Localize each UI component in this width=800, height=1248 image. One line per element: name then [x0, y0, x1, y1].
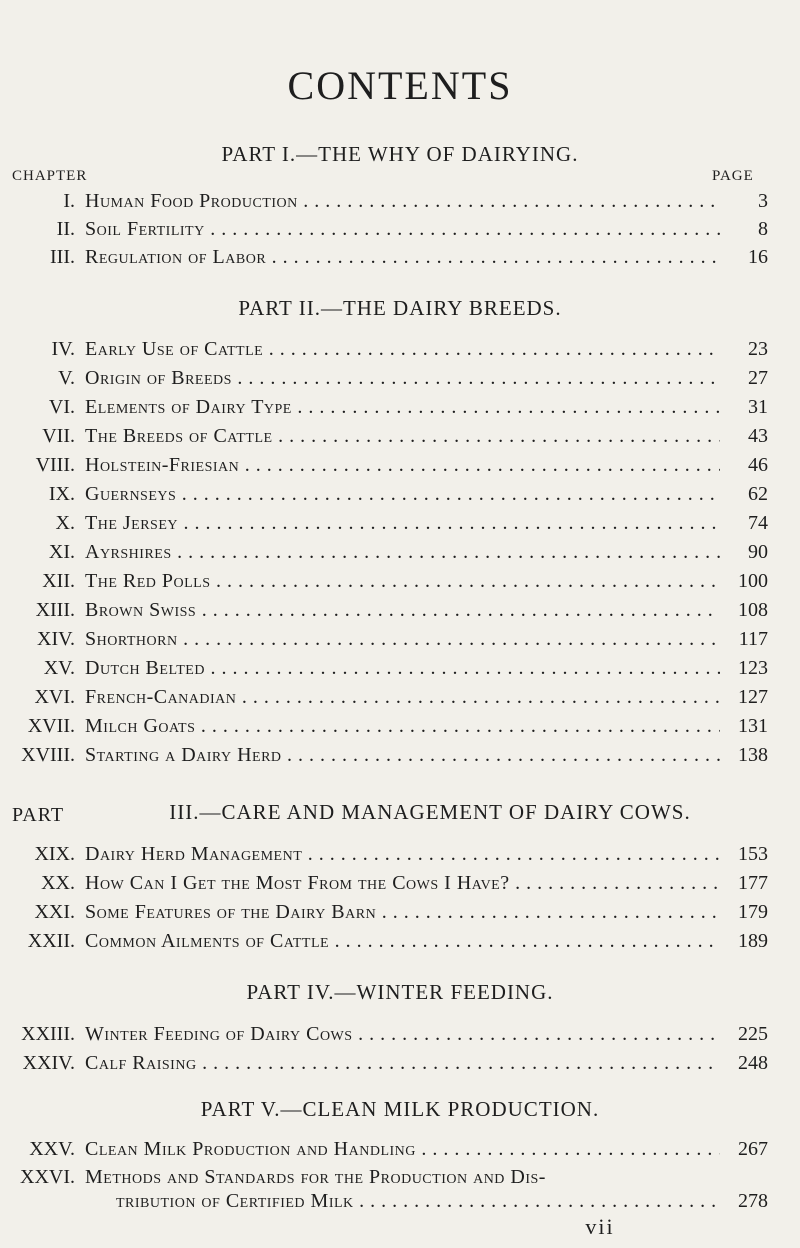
- page-number: 153: [738, 843, 768, 865]
- toc-entry[interactable]: [0, 901, 800, 925]
- toc-entry[interactable]: [0, 367, 800, 391]
- folio-page-number: vii: [585, 1214, 615, 1239]
- chapter-number: III.: [50, 246, 75, 268]
- toc-entry[interactable]: [0, 570, 800, 594]
- chapter-title: Calf Raising . . .: [85, 1052, 720, 1075]
- page-number: 127: [738, 686, 768, 708]
- chapter-title: Some Features of the Dairy Barn . . .: [85, 901, 720, 924]
- page-number: 31: [748, 396, 768, 418]
- chapter-number: XVI.: [34, 686, 75, 708]
- chapter-number: I.: [63, 190, 75, 212]
- chapter-number: IV.: [51, 338, 75, 360]
- toc-entry[interactable]: [0, 843, 800, 867]
- chapter-title: Dairy Herd Management . . .: [85, 843, 720, 866]
- page-number: 74: [748, 512, 768, 534]
- chapter-title: Starting a Dairy Herd . . .: [85, 744, 720, 767]
- part-heading: PART IV.—WINTER FEEDING.: [246, 980, 554, 1004]
- page-number: 117: [738, 628, 768, 650]
- chapter-title: Shorthorn . . .: [85, 628, 720, 651]
- chapter-title: The Jersey . . .: [85, 512, 720, 535]
- chapter-title: How Can I Get the Most From the Cows I Have? . . .: [85, 872, 720, 895]
- chapter-number: XXVI.: [20, 1166, 75, 1188]
- chapter-title: Elements of Dairy Type . . .: [85, 396, 720, 419]
- chapter-title-continuation: tribution of Certified Milk . . .: [116, 1190, 720, 1213]
- chapter-title: Holstein-Friesian . . .: [85, 454, 720, 477]
- page-number: 177: [738, 872, 768, 894]
- page-number: 100: [738, 570, 768, 592]
- page-number: 131: [738, 715, 768, 737]
- page-number: 62: [748, 483, 768, 505]
- toc-entry[interactable]: [0, 541, 800, 565]
- page-number: 27: [748, 367, 768, 389]
- chapter-number: XX.: [41, 872, 75, 894]
- page-number: 3: [758, 190, 768, 212]
- chapter-title: Ayrshires . . .: [85, 541, 720, 564]
- toc-entry[interactable]: [0, 218, 800, 242]
- part-prefix: PART: [12, 804, 65, 826]
- page-number: 225: [738, 1023, 768, 1045]
- toc-entry-continuation[interactable]: [0, 1190, 800, 1214]
- part-heading: PART V.—CLEAN MILK PRODUCTION.: [200, 1097, 600, 1121]
- toc-entry[interactable]: [0, 512, 800, 536]
- chapter-number: XXIV.: [22, 1052, 75, 1074]
- chapter-title: Clean Milk Production and Handling . . .: [85, 1138, 720, 1161]
- toc-entry[interactable]: [0, 628, 800, 652]
- page-number: 108: [738, 599, 768, 621]
- chapter-number: VI.: [48, 396, 75, 418]
- page-number: 123: [738, 657, 768, 679]
- chapter-title: Human Food Production . . .: [85, 190, 720, 213]
- chapter-number: VIII.: [35, 454, 75, 476]
- page-number: 278: [738, 1190, 768, 1212]
- toc-entry[interactable]: [0, 1023, 800, 1047]
- toc-entry[interactable]: [0, 1166, 800, 1190]
- chapter-title: Brown Swiss . . .: [85, 599, 720, 622]
- toc-entry[interactable]: [0, 715, 800, 739]
- page-number: 90: [748, 541, 768, 563]
- page-number: 248: [738, 1052, 768, 1074]
- toc-entry[interactable]: [0, 744, 800, 768]
- chapter-number: XI.: [48, 541, 75, 563]
- page-title: CONTENTS: [287, 63, 513, 108]
- chapter-title: French-Canadian . . .: [85, 686, 720, 709]
- page-number: 8: [758, 218, 768, 240]
- chapter-title: Common Ailments of Cattle . . .: [85, 930, 720, 953]
- chapter-title: Guernseys . . .: [85, 483, 720, 506]
- chapter-number: IX.: [48, 483, 75, 505]
- chapter-number: XII.: [42, 570, 75, 592]
- part-heading: PART II.—THE DAIRY BREEDS.: [238, 296, 562, 320]
- chapter-number: XIX.: [34, 843, 75, 865]
- toc-entry[interactable]: [0, 686, 800, 710]
- page-number: 46: [748, 454, 768, 476]
- toc-entry[interactable]: [0, 1138, 800, 1162]
- chapter-title: The Breeds of Cattle . . .: [85, 425, 720, 448]
- chapter-number: XXII.: [27, 930, 75, 952]
- chapter-title: Early Use of Cattle . . .: [85, 338, 720, 361]
- page-column-header: PAGE: [712, 168, 754, 184]
- page-number: 179: [738, 901, 768, 923]
- page-number: 267: [738, 1138, 768, 1160]
- chapter-number: XXV.: [29, 1138, 75, 1160]
- chapter-number: XIV.: [37, 628, 75, 650]
- chapter-number: II.: [56, 218, 75, 240]
- page-number: 138: [738, 744, 768, 766]
- chapter-number: XXIII.: [21, 1023, 75, 1045]
- toc-entry[interactable]: [0, 657, 800, 681]
- toc-entry[interactable]: [0, 483, 800, 507]
- part-heading: III.—CARE AND MANAGEMENT OF DAIRY COWS.: [169, 800, 691, 824]
- part-heading: PART I.—THE WHY OF DAIRYING.: [221, 142, 579, 166]
- chapter-number: XXI.: [34, 901, 75, 923]
- chapter-title: Origin of Breeds . . .: [85, 367, 720, 390]
- chapter-number: XIII.: [35, 599, 75, 621]
- chapter-title: Dutch Belted . . .: [85, 657, 720, 680]
- toc-entry[interactable]: [0, 454, 800, 478]
- chapter-number: XV.: [43, 657, 75, 679]
- chapter-number: XVII.: [27, 715, 75, 737]
- chapter-column-header: CHAPTER: [12, 168, 88, 184]
- chapter-title: Regulation of Labor . . .: [85, 246, 720, 269]
- chapter-number: XVIII.: [21, 744, 75, 766]
- toc-entry[interactable]: [0, 930, 800, 954]
- page-number: 16: [748, 246, 768, 268]
- toc-entry[interactable]: [0, 425, 800, 449]
- chapter-number: V.: [58, 367, 75, 389]
- toc-entry[interactable]: [0, 246, 800, 270]
- toc-entry[interactable]: [0, 599, 800, 623]
- page-number: 43: [748, 425, 768, 447]
- toc-entry[interactable]: [0, 1052, 800, 1076]
- page-number: 23: [748, 338, 768, 360]
- toc-entry[interactable]: [0, 338, 800, 362]
- toc-entry[interactable]: [0, 190, 800, 214]
- chapter-title: The Red Polls . . .: [85, 570, 720, 593]
- chapter-title: Methods and Standards for the Production and Dis-: [85, 1166, 546, 1188]
- page-number: 189: [738, 930, 768, 952]
- chapter-title: Winter Feeding of Dairy Cows . . .: [85, 1023, 720, 1046]
- chapter-title: Soil Fertility . . .: [85, 218, 720, 241]
- chapter-number: X.: [55, 512, 75, 534]
- chapter-number: VII.: [42, 425, 75, 447]
- chapter-title: Milch Goats . . .: [85, 715, 720, 738]
- toc-entry[interactable]: [0, 872, 800, 896]
- toc-entry[interactable]: [0, 396, 800, 420]
